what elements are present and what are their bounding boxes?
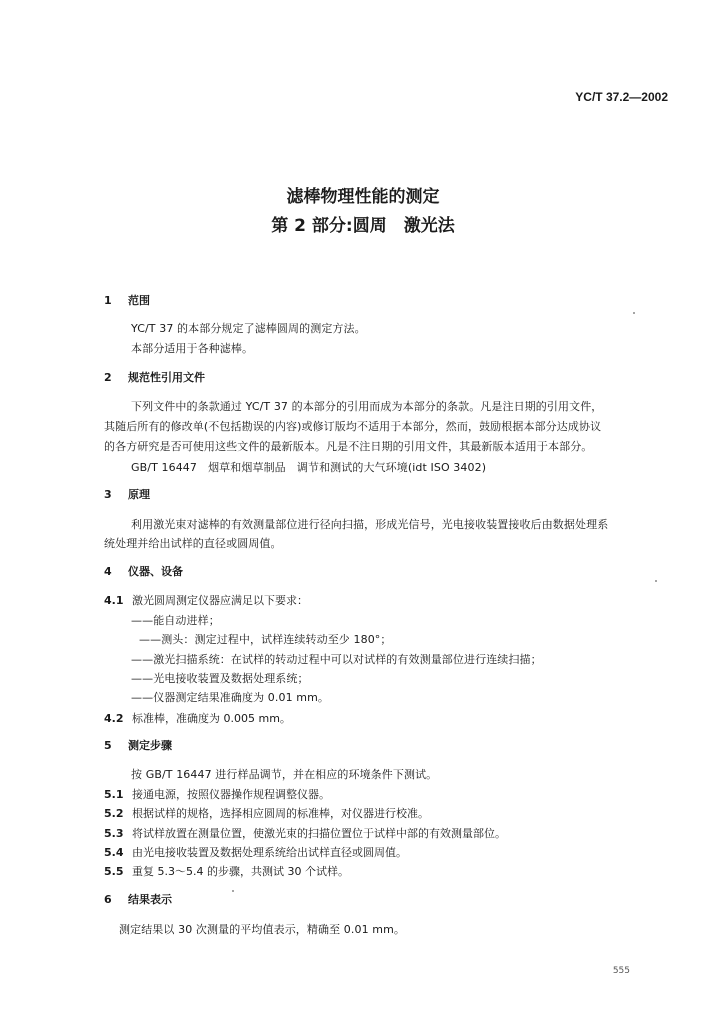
section-1-heading: [104, 292, 150, 308]
section-title: 原理: [128, 488, 150, 501]
subclause-text: 接通电源，按照仪器操作规程调整仪器。: [132, 788, 330, 801]
subclause-4-2: [104, 710, 291, 726]
list-item: ——能自动进样；: [131, 614, 220, 627]
standard-code: YC/T 37.2—2002: [575, 90, 668, 104]
paragraph-line: 统处理并给出试样的直径或圆周值。: [104, 537, 282, 550]
subclause-5-4: [104, 844, 407, 860]
list-item: ——激光扫描系统：在试样的转动过程中可以对试样的有效测量部位进行连续扫描；: [131, 653, 542, 666]
subclause-5-1: [104, 786, 330, 802]
subclause-text: 将试样放置在测量位置，使激光束的扫描位置位于试样中部的有效测量部位。: [132, 827, 506, 840]
subclause-text: 由光电接收装置及数据处理系统给出试样直径或圆周值。: [132, 846, 407, 859]
section-number: 6: [104, 893, 112, 906]
paragraph-line: 测定结果以 30 次测量的平均值表示，精确至 0.01 mm。: [119, 923, 406, 936]
page-number: 555: [612, 966, 630, 976]
subclause-text: 标准棒，准确度为 0.005 mm。: [132, 712, 291, 725]
scan-speck: [232, 890, 234, 892]
reference-line: GB/T 16447 烟草和烟草制品 调节和测试的大气环境(idt ISO 3402): [131, 461, 487, 474]
section-number: 5: [104, 739, 112, 752]
subclause-text: 激光圆周测定仪器应满足以下要求：: [132, 594, 308, 607]
section-6-heading: [104, 891, 172, 907]
section-title: 仪器、设备: [128, 565, 183, 578]
document-title: 滤棒物理性能的测定: [286, 187, 440, 207]
subclause-text: 重复 5.3～5.4 的步骤，共测试 30 个试样。: [132, 865, 349, 878]
section-2-heading: [104, 369, 205, 385]
subclause-4-1: [104, 592, 308, 608]
list-item: ——测头：测定过程中，试样连续转动至少 180°；: [139, 633, 392, 646]
subclause-number: 4.2: [104, 712, 124, 725]
section-5-heading: [104, 737, 172, 753]
section-title: 测定步骤: [128, 739, 172, 752]
list-item: ——光电接收装置及数据处理系统；: [131, 672, 309, 685]
paragraph-line: 其随后所有的修改单(不包括勘误的内容)或修订版均不适用于本部分，然而，鼓励根据本部分达成协议: [104, 420, 602, 433]
section-number: 4: [104, 565, 112, 578]
section-4-heading: [104, 563, 183, 579]
scan-speck: [633, 312, 635, 314]
subclause-number: 4.1: [104, 594, 124, 607]
section-number: 1: [104, 294, 112, 307]
subclause-number: 5.4: [104, 846, 124, 859]
section-title: 范围: [128, 294, 150, 307]
paragraph-line: 利用激光束对滤棒的有效测量部位进行径向扫描，形成光信号，光电接收装置接收后由数据处理系: [131, 518, 609, 531]
list-item: ——仪器测定结果准确度为 0.01 mm。: [131, 691, 330, 704]
subclause-number: 5.5: [104, 865, 124, 878]
subclause-5-5: [104, 863, 349, 879]
document-subtitle: 第 2 部分:圆周 激光法: [271, 216, 455, 236]
scan-speck: [655, 580, 657, 582]
paragraph-line: YC/T 37 的本部分规定了滤棒圆周的测定方法。: [131, 322, 366, 335]
paragraph-line: 的各方研究是否可使用这些文件的最新版本。凡是不注日期的引用文件，其最新版本适用于本部分。: [104, 440, 593, 453]
section-title: 结果表示: [128, 893, 172, 906]
paragraph-line: 本部分适用于各种滤棒。: [131, 342, 254, 355]
subclause-text: 根据试样的规格，选择相应圆周的标准棒，对仪器进行校准。: [132, 807, 429, 820]
section-number: 3: [104, 488, 112, 501]
section-number: 2: [104, 371, 112, 384]
section-title: 规范性引用文件: [128, 371, 205, 384]
subclause-number: 5.1: [104, 788, 124, 801]
subclause-5-3: [104, 825, 506, 841]
subclause-number: 5.3: [104, 827, 124, 840]
subclause-5-2: [104, 805, 429, 821]
section-3-heading: [104, 486, 150, 502]
subclause-number: 5.2: [104, 807, 124, 820]
paragraph-line: 下列文件中的条款通过 YC/T 37 的本部分的引用而成为本部分的条款。凡是注日期的引用文件，: [131, 400, 603, 413]
paragraph-line: 按 GB/T 16447 进行样品调节，并在相应的环境条件下测试。: [131, 768, 438, 781]
